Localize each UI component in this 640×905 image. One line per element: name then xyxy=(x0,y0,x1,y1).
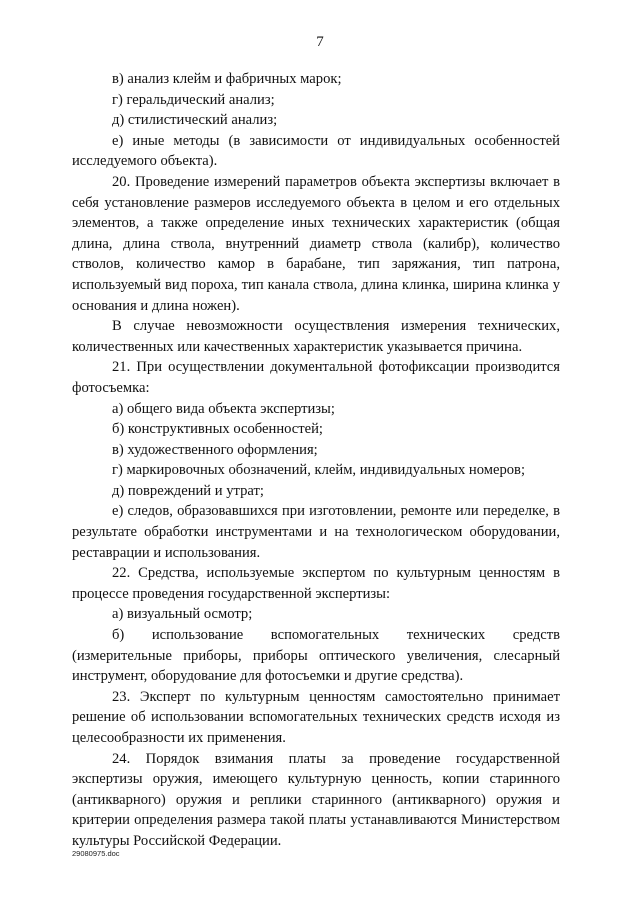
paragraph-23: 23. Эксперт по культурным ценностям самостоятельно принимает решение об использовании вспомогательных технических средств исходя из целесообразности их применения. xyxy=(72,688,560,746)
paragraph-22-b: б) использование вспомогательных технических средств (измерительные приборы, приборы оптического увеличения, слесарный инструмент, оборудование для фотосъемки и другие средства). xyxy=(72,627,560,685)
paragraph-24: 24. Порядок взимания платы за проведение государственной экспертизы оружия, имеющего культурную ценность, копии старинного (антикварного) оружия и реплики старинного (антикварного) оружия и критерии определения размера такой платы устанавливаются Министерством культуры Российской Федерации. xyxy=(72,750,560,849)
document-body xyxy=(72,69,560,852)
paragraph-21-a: а) общего вида объекта экспертизы; xyxy=(112,400,335,417)
paragraph-21-g: г) маркировочных обозначений, клейм, индивидуальных номеров; xyxy=(112,462,525,479)
paragraph-22-a: а) визуальный осмотр; xyxy=(112,606,253,623)
page-number: 7 xyxy=(316,34,324,50)
paragraph-item-v: в) анализ клейм и фабричных марок; xyxy=(112,71,342,87)
paragraph-20: 20. Проведение измерений параметров объекта экспертизы включает в себя установление размеров исследуемого объекта в целом и его отдельных элементов, а также определение иных технических характеристик (общая длина, длина ствола, внутренний диаметр ствола (калибр), количество стволов, количество камор в барабане, тип заряжания, тип патрона, используемый вид пороха, тип канала ствола, длина клинка, ширина клинка у основания и длина ножен). xyxy=(72,173,560,314)
paragraph-item-g: г) геральдический анализ; xyxy=(112,91,275,108)
paragraph-21: 21. При осуществлении документальной фотофиксации производится фотосъемка: xyxy=(72,359,560,396)
paragraph-21-v: в) художественного оформления; xyxy=(112,441,318,458)
paragraph-21-e: е) следов, образовавшихся при изготовлении, ремонте или переделке, в результате обработки инструментами и на технологическом оборудовании, реставрации и использования. xyxy=(72,503,560,561)
paragraph-item-d: д) стилистический анализ; xyxy=(112,112,278,129)
paragraph-measurement-note: В случае невозможности осуществления измерения технических, количественных или качественных характеристик указывается причина. xyxy=(72,318,560,355)
paragraph-22: 22. Средства, используемые экспертом по культурным ценностям в процессе проведения государственной экспертизы: xyxy=(72,565,560,602)
paragraph-21-d: д) повреждений и утрат; xyxy=(112,482,264,499)
paragraph-21-b: б) конструктивных особенностей; xyxy=(112,421,323,438)
footer-file-name: 29080975.doc xyxy=(72,849,120,858)
paragraph-item-e: е) иные методы (в зависимости от индивидуальных особенностей исследуемого объекта). xyxy=(72,132,560,170)
